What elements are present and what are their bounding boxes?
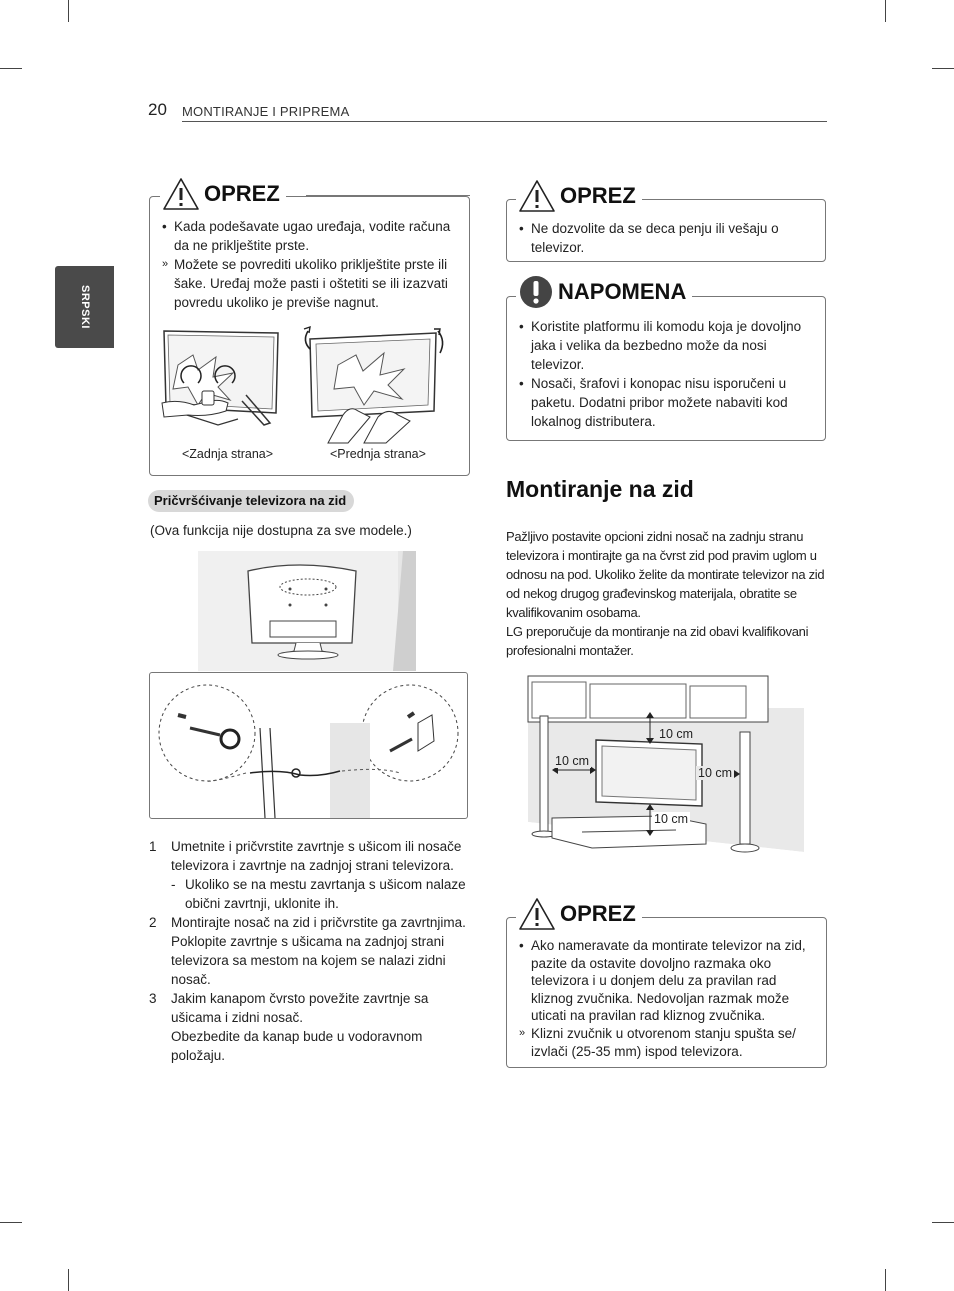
caution-box-angle: [149, 196, 470, 476]
eye-bolt-bracket-illustration: [150, 673, 467, 818]
tv-front-illustration: [304, 327, 443, 443]
crop-mark: [885, 1269, 886, 1291]
wall-mount-title: Montiranje na zid: [506, 476, 694, 502]
box-top-rule: [306, 195, 470, 196]
availability-note: (Ova funkcija nije dostupna za sve modele.): [150, 523, 412, 538]
step-3: 3 Jakim kanapom čvrsto povežite zavrtnje sa ušicama i zidni nosač. Obezbedite da kanap bude u vodoravnom položaju.: [149, 991, 429, 1063]
crop-mark: [68, 0, 69, 22]
caution-header: [516, 176, 642, 216]
language-tab-label: SRPSKI: [78, 285, 91, 329]
running-header: MONTIRANJE I PRIPREMA: [182, 104, 350, 119]
list-item: • Kada podešavate ugao uređaja, vodite računa da ne priklještite prste.: [162, 217, 467, 255]
tv-rear-illustration: [162, 331, 278, 425]
crop-mark: [0, 1222, 22, 1223]
clearance-top-label: 10 cm: [659, 727, 694, 741]
note-header: [516, 272, 692, 312]
crop-mark: [0, 68, 22, 69]
caution-title: OPREZ: [560, 901, 636, 926]
crop-mark: [932, 1222, 954, 1223]
crop-mark: [885, 0, 886, 22]
language-tab: [55, 266, 114, 348]
eye-bolt-detail-box: [149, 672, 468, 819]
list-item: • Ne dozvolite da se deca penju ili vešaju o televizor.: [519, 219, 819, 257]
step-2: 2 Montirajte nosač na zid i pričvrstite ga zavrtnjima. Poklopite zavrtnje s ušicama na zadnjoj strani televizora sa mestom na kojem se nalazi zidni nosač.: [149, 915, 466, 987]
clearance-left-label: 10 cm: [555, 754, 590, 768]
note-title: NAPOMENA: [558, 279, 687, 304]
note-box: [506, 296, 826, 441]
wall-mount-text: Pažljivo postavite opcioni zidni nosač na zadnju stranu televizora i montirajte ga na čvrst zid pod pravim uglom u odnosu na pod. Ukoliko želite da montirate televizor na zid od nekog drugog građevinskog materijala, obratite se kvalifikovanim osobama. LG preporučuje da montiranje na zid obavi kvalifikovani profesionalni montažer.: [506, 529, 825, 658]
exclamation-circle-icon: [518, 274, 554, 310]
header-rule: [182, 121, 827, 122]
list-item: » Klizni zvučnik u otvorenom stanju spušta se/ izvlači (25-35 mm) ispod televizora.: [519, 1025, 821, 1060]
list-item: » Možete se povrediti ukoliko priklještite prste ili šake. Uređaj može pasti i oštetiti se ili izazvati povredu ukoliko je previše nagnut.: [162, 255, 467, 312]
step-1: 1 Umetnite i pričvrstite zavrtnje s ušicom ili nosače televizora i zavrtnje na zadnjoj strani televizora. - Ukoliko se na mestu zavrtanja s ušicom nalaze obični zavrtnji, uklonite ih.: [149, 839, 466, 911]
warning-triangle-icon: [162, 177, 200, 211]
caution-header: [516, 894, 642, 934]
list-item: • Nosači, šrafovi i konopac nisu isporučeni u paketu. Dodatni pribor možete nabaviti kod lokalnog distributera.: [519, 374, 819, 431]
mounting-steps: [149, 837, 469, 1065]
clearance-bottom-label: 10 cm: [654, 812, 689, 826]
caution-title: OPREZ: [204, 181, 280, 206]
caution-header: [160, 174, 286, 214]
tv-angle-illustration: [158, 325, 463, 445]
section-heading-pill: Pričvršćivanje televizora na zid: [148, 490, 354, 512]
warning-triangle-icon: [518, 179, 556, 213]
crop-mark: [68, 1269, 69, 1291]
page-number: 20: [148, 100, 167, 119]
crop-mark: [932, 68, 954, 69]
tv-wall-rear-illustration: [198, 551, 416, 671]
list-item: • Koristite platformu ili komodu koja je dovoljno jaka i velika da bezbedno može da nosi televizor.: [519, 317, 819, 374]
clearance-illustration: [506, 672, 804, 870]
caution-box-speaker: [506, 917, 827, 1068]
caution-title: OPREZ: [560, 183, 636, 208]
list-item: • Ako nameravate da montirate televizor na zid, pazite da ostavite dovoljno razmaka oko televizora i u donjem delu za pravilan rad kliznog zvučnika. Nedovoljan razmak može uticati na pravilan rad kliznog zvučnika.: [519, 937, 821, 1025]
caption-rear: <Zadnja strana>: [182, 447, 274, 461]
warning-triangle-icon: [518, 897, 556, 931]
caption-front: <Prednja strana>: [330, 447, 426, 461]
clearance-right-label: 10 cm: [698, 766, 733, 780]
caution-list: [162, 217, 467, 312]
